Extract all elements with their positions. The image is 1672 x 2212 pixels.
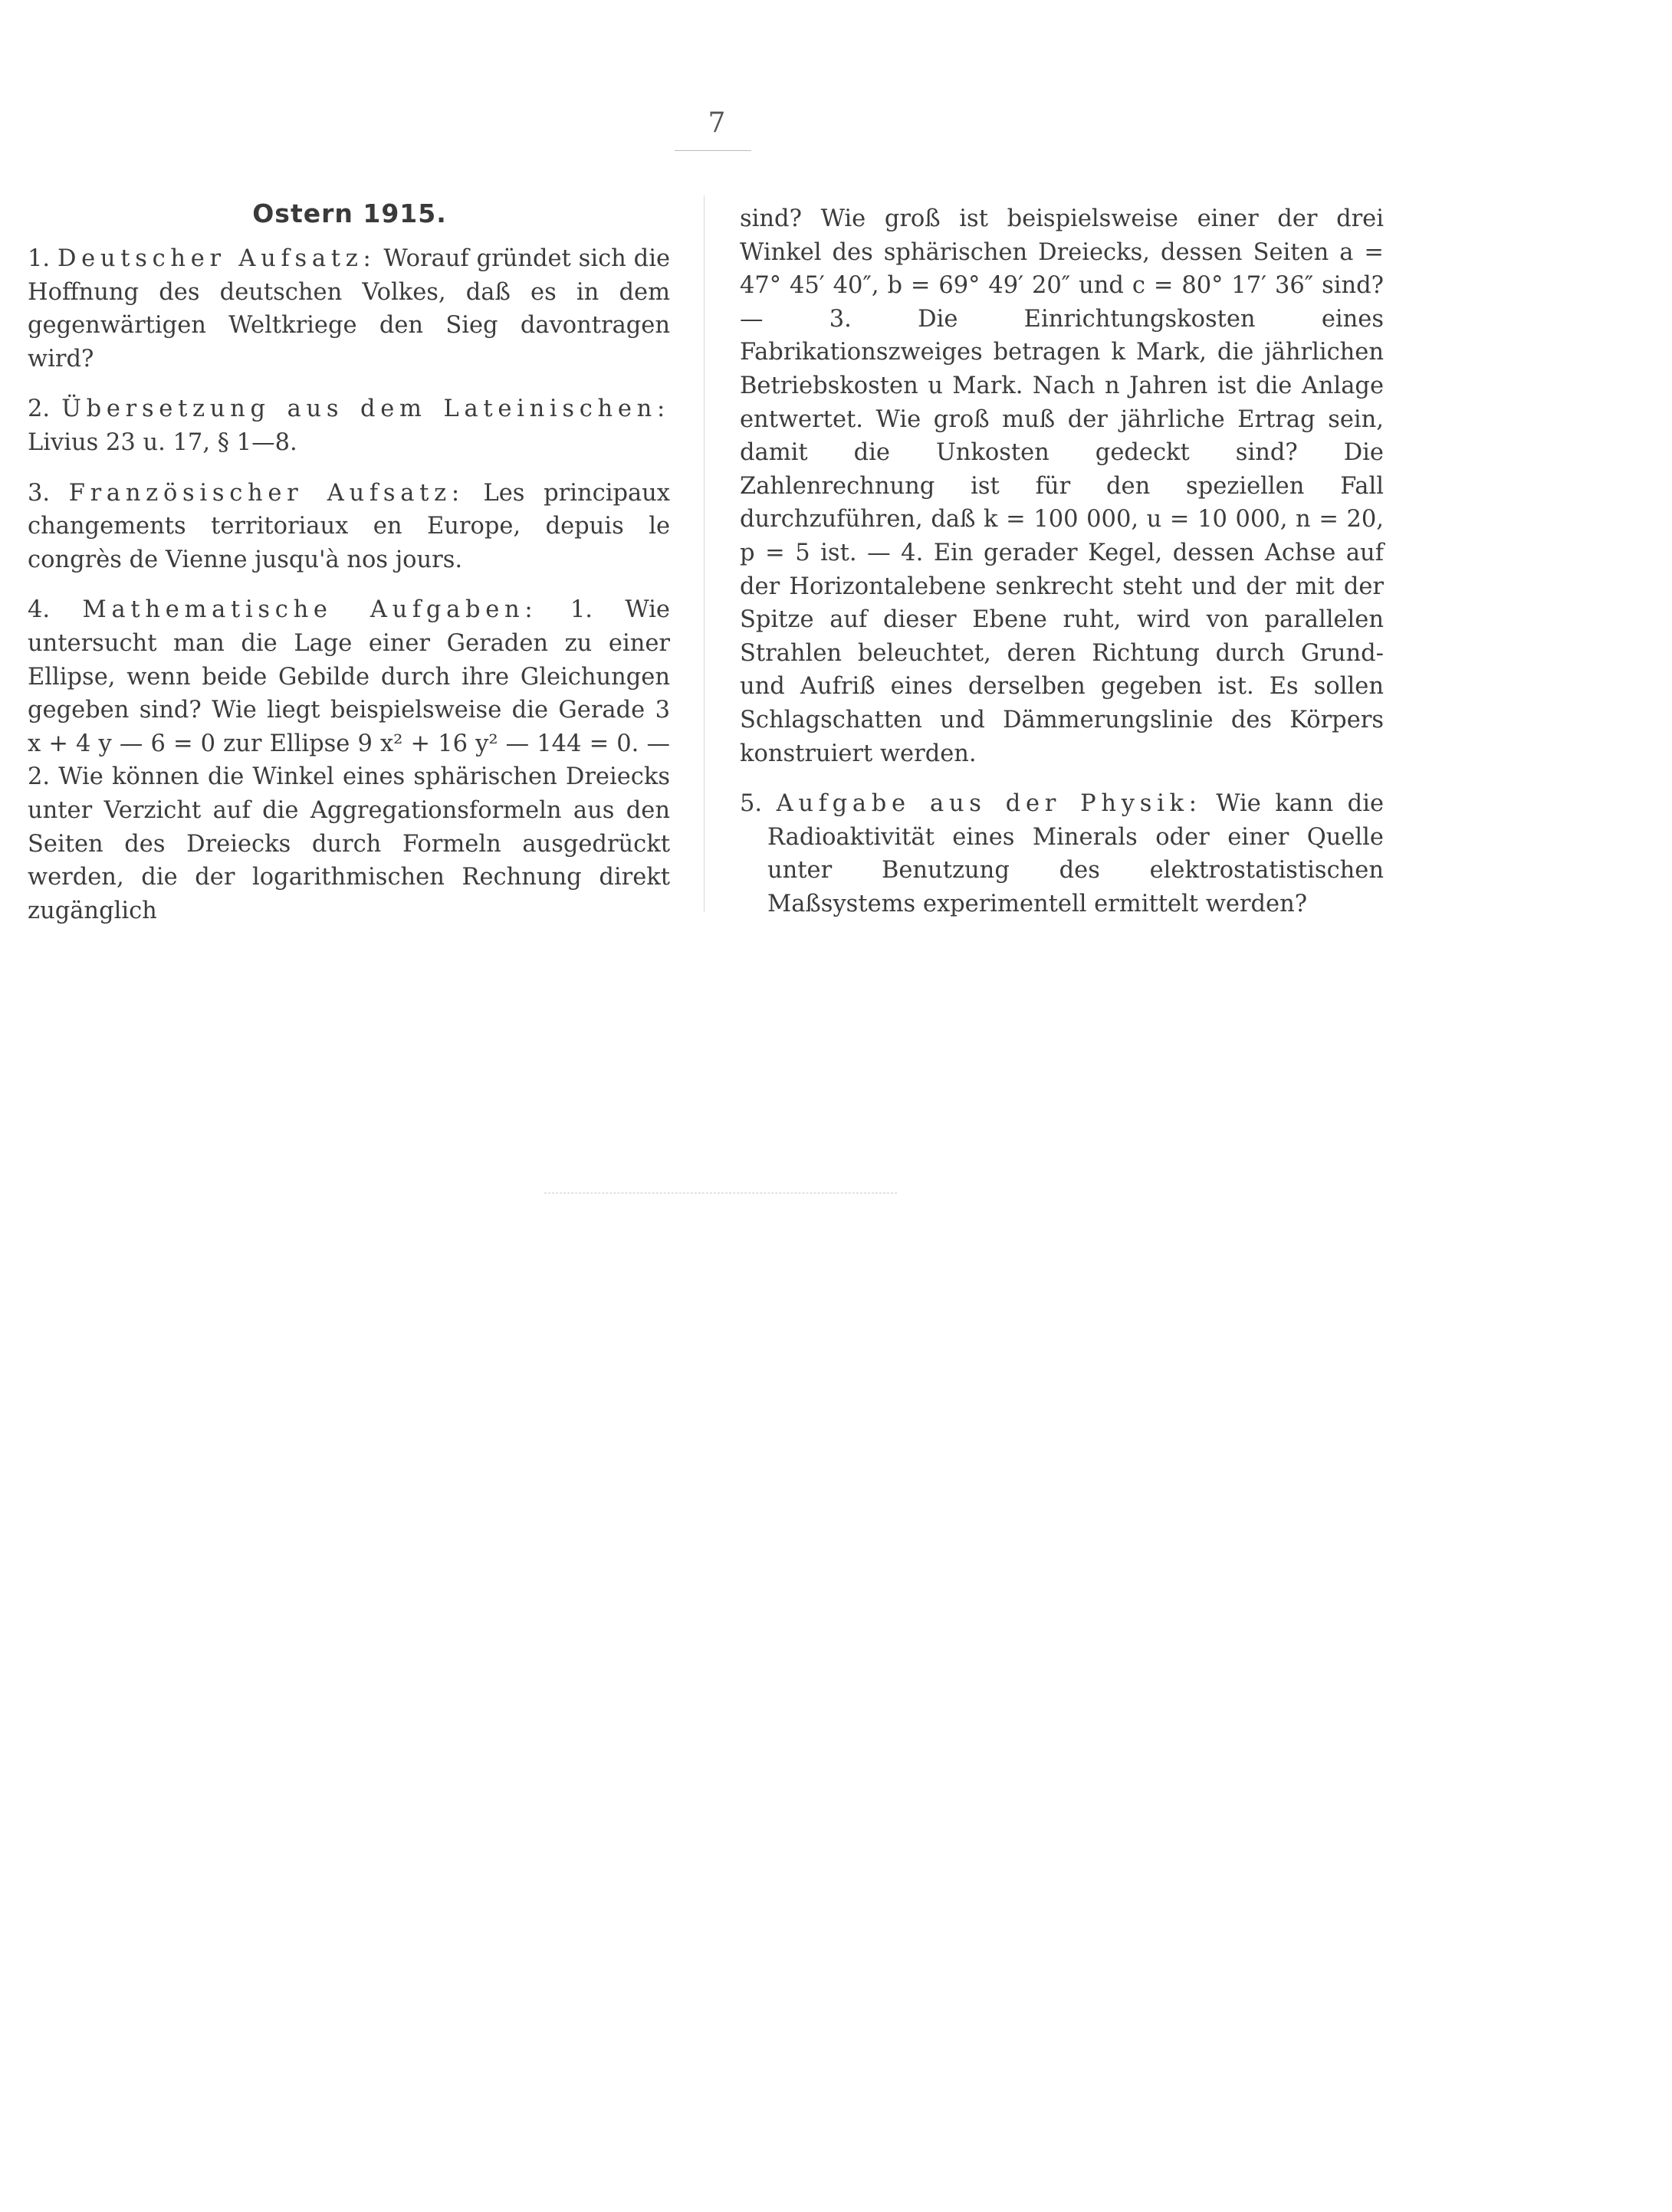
item-number: 5.	[740, 790, 763, 818]
item-title: Aufgabe aus der Physik:	[776, 790, 1202, 818]
item-number: 4.	[28, 596, 51, 624]
item-number: 1.	[28, 245, 51, 272]
item-title: Deutscher Aufsatz:	[57, 245, 376, 272]
item-number: 3.	[28, 479, 51, 507]
item-text: 1. Wie untersucht man die Lage einer Geraden zu einer Ellipse, wenn beide Gebilde durch ihre Gleichungen gegeben sind? Wie liegt beispielsweise die Gerade 3 x + 4 y — 6 = 0 zur Ellipse 9 x² + 16 y² — 144 = 0. — 2. Wie können die Winkel eines sphärischen Dreiecks unter Verzicht auf die Aggregationsformeln aus den Seiten des Dreiecks durch Formeln ausgedrückt werden, die der logarithmischen Rechnung direkt zugänglich	[28, 596, 670, 924]
item-text: Livius 23 u. 17, § 1—8.	[28, 428, 297, 456]
column-divider	[704, 195, 705, 912]
page-number: 7	[708, 107, 726, 139]
item-text: Les principaux changements territoriaux en Europe, depuis le congrès de Vienne jusqu'à nos jours.	[28, 479, 670, 573]
exam-item-4	[28, 593, 670, 927]
exam-item-3	[28, 477, 670, 577]
exam-item-2	[28, 392, 670, 459]
left-column	[28, 242, 670, 927]
item-text: Wie kann die Radioaktivität eines Minerals oder einer Quelle unter Benutzung des elektrostatistischen Maßsystems experimentell ermittelt werden?	[767, 790, 1384, 917]
bottom-rule	[544, 1193, 897, 1195]
section-heading: Ostern 1915.	[252, 199, 447, 228]
top-rule	[675, 150, 751, 151]
exam-item-1	[28, 242, 670, 376]
item-number: 2.	[28, 395, 51, 423]
item-continuation-text: sind? Wie groß ist beispielsweise einer der drei Winkel des sphärischen Dreiecks, dessen Seiten a = 47° 45′ 40″, b = 69° 49′ 20″ und c = 80° 17′ 36″ sind? — 3. Die Einrichtungskosten eines Fabrikationszweiges betragen k Mark, die jährlichen Betriebskosten u Mark. Nach n Jahren ist die Anlage entwertet. Wie groß muß der jährliche Ertrag sein, damit die Unkosten gedeckt sind? Die Zahlenrechnung ist für den speziellen Fall durchzuführen, daß k = 100 000, u = 10 000, n = 20, p = 5 ist. — 4. Ein gerader Kegel, dessen Achse auf der Horizontalebene senkrecht steht und der mit der Spitze auf dieser Ebene ruht, wird von parallelen Strahlen beleuchtet, deren Richtung durch Grund- und Aufriß eines derselben gegeben ist. Es sollen Schlagschatten und Dämmerungslinie des Körpers konstruiert werden.	[740, 205, 1384, 767]
right-column	[740, 202, 1384, 921]
item-title: Französischer Aufsatz:	[68, 479, 465, 507]
item-title: Mathematische Aufgaben:	[82, 596, 538, 624]
item-title: Übersetzung aus dem Lateinischen:	[61, 395, 670, 423]
exam-item-4-continuation	[740, 202, 1384, 770]
item-text: Worauf gründet sich die Hoffnung des deutschen Volkes, daß es in dem gegenwärtigen Weltkriege den Sieg davontragen wird?	[28, 245, 671, 372]
exam-item-5	[740, 787, 1384, 921]
